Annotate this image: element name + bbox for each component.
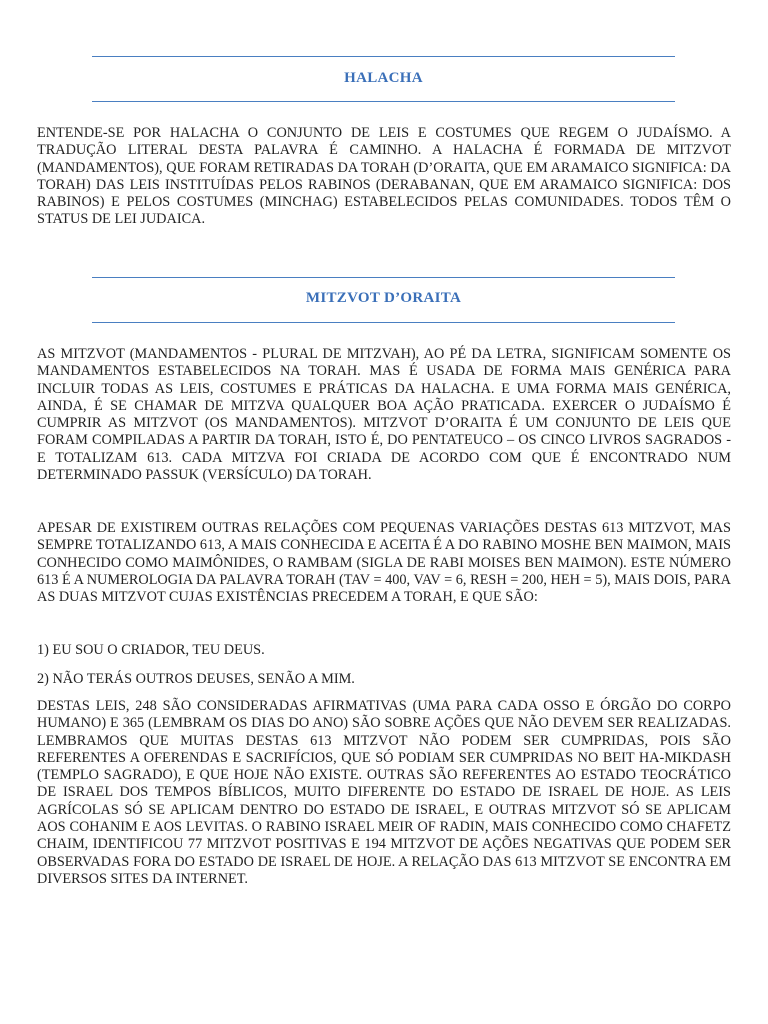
heading-bottom-rule: [92, 322, 675, 323]
paragraph-mitzvot-meaning: AS MITZVOT (MANDAMENTOS - PLURAL DE MITZVAH), AO PÉ DA LETRA, SIGNIFICAM SOMENTE OS MANDAMENTOS ESTABELECIDOS NA TORAH. MAS É USADA DE FORMA MAIS GENÉRICA PARA INCLUIR TODAS AS LEIS, COSTUMES E PRÁTICAS DA HALACHA. E UMA FORMA MAIS GENÉRICA, AINDA, É SE CHAMAR DE MITZVA QUALQUER BOA AÇÃO PRATICADA. EXERCER O JUDAÍSMO É CUMPRIR AS MITZVOT (OS MANDAMENTOS). MITZVOT D’ORAITA É UM CONJUNTO DE LEIS QUE FORAM COMPILADAS A PARTIR DA TORAH, ISTO É, DO PENTATEUCO – OS CINCO LIVROS SAGRADOS - E TOTALIZAM 613. CADA MITZVA FOI CRIADA DE ACORDO COM QUE É ENCONTRADO NUM DETERMINADO PASSUK (VERSÍCULO) DA TORAH.: [37, 346, 731, 484]
section-heading-halacha: HALACHA: [344, 70, 423, 86]
heading-bottom-rule: [92, 101, 675, 102]
paragraph-613-count: APESAR DE EXISTIREM OUTRAS RELAÇÕES COM PEQUENAS VARIAÇÕES DESTAS 613 MITZVOT, MAS SEMPRE TOTALIZANDO 613, A MAIS CONHECIDA E ACEITA É A DO RABINO MOSHE BEN MAIMON, MAIS CONHECIDO COMO MAIMÔNIDES, O RAMBAM (SIGLA DE RABI MOISES BEN MAIMON). ESTE NÚMERO 613 É A NUMEROLOGIA DA PALAVRA TORAH (TAV = 400, VAV = 6, RESH = 200, HEH = 5), MAIS DOIS, PARA AS DUAS MITZVOT CUJAS EXISTÊNCIAS PRECEDEM A TORAH, E QUE SÃO:: [37, 520, 731, 606]
heading-top-rule: [92, 277, 675, 278]
list-item-first-mitzva: 1) EU SOU O CRIADOR, TEU DEUS.: [37, 642, 265, 658]
heading-top-rule: [92, 56, 675, 57]
section-heading-mitzvot-doraita: MITZVOT D’ORAITA: [305, 290, 462, 306]
paragraph-affirmative-negative: DESTAS LEIS, 248 SÃO CONSIDERADAS AFIRMATIVAS (UMA PARA CADA OSSO E ÓRGÃO DO CORPO HUMANO) E 365 (LEMBRAM OS DIAS DO ANO) SÃO SOBRE AÇÕES QUE NÃO DEVEM SER REALIZADAS. LEMBRAMOS QUE MUITAS DESTAS 613 MITZVOT NÃO PODEM SER CUMPRIDAS, POIS SÃO REFERENTES A OFERENDAS E SACRIFÍCIOS, QUE SÓ PODIAM SER CUMPRIDAS NO BEIT HA-MIKDASH (TEMPLO SAGRADO), E QUE HOJE NÃO EXISTE. OUTRAS SÃO REFERENTES AO ESTADO TEOCRÁTICO DE ISRAEL DOS TEMPOS BÍBLICOS, MUITO DIFERENTE DO ESTADO DE ISRAEL DE HOJE. AS LEIS AGRÍCOLAS SÓ SE APLICAM DENTRO DO ESTADO DE ISRAEL, E OUTRAS MITZVOT SÓ SE APLICAM AOS COHANIM E AOS LEVITAS. O RABINO ISRAEL MEIR OF RADIN, MAIS CONHECIDO COMO CHAFETZ CHAIM, IDENTIFICOU 77 MITZVOT POSITIVAS E 194 MITZVOT DE AÇÕES NEGATIVAS QUE PODEM SER OBSERVADAS FORA DO ESTADO DE ISRAEL DE HOJE. A RELAÇÃO DAS 613 MITZVOT SE ENCONTRA EM DIVERSOS SITES DA INTERNET.: [37, 698, 731, 887]
paragraph-halacha-definition: ENTENDE-SE POR HALACHA O CONJUNTO DE LEIS E COSTUMES QUE REGEM O JUDAÍSMO. A TRADUÇÃO LITERAL DESTA PALAVRA É CAMINHO. A HALACHA É FORMADA DE MITZVOT (MANDAMENTOS), QUE FORAM RETIRADAS DA TORAH (D’ORAITA, QUE EM ARAMAICO SIGNIFICA: DA TORAH) DAS LEIS INSTITUÍDAS PELOS RABINOS (DERABANAN, QUE EM ARAMAICO SIGNIFICA: DOS RABINOS) E PELOS COSTUMES (MINCHAG) ESTABELECIDOS PELAS COMUNIDADES. TODOS TÊM O STATUS DE LEI JUDAICA.: [37, 125, 731, 228]
list-item-second-mitzva: 2) NÃO TERÁS OUTROS DEUSES, SENÃO A MIM.: [37, 671, 355, 687]
